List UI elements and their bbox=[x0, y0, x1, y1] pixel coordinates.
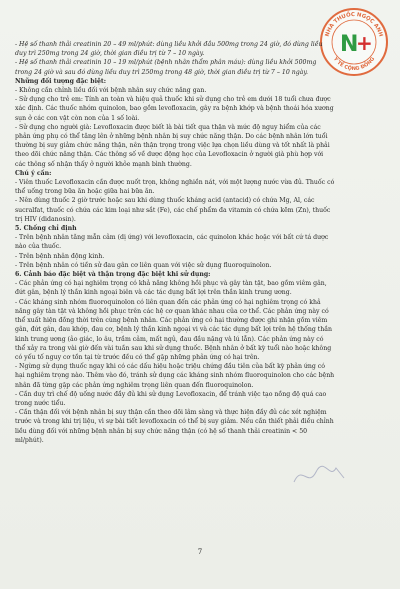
warning-item: - Cần duy trì chế độ uống nước đầy đủ khi sử dụng Levofloxacin, để tránh việc tạo nồng độ quá cao trong nước tiểu. bbox=[15, 390, 327, 407]
svg-text:NHÀ THUỐC NGỌC ANH: NHÀ THUỐC NGỌC ANH bbox=[324, 11, 384, 38]
svg-text:Y TẾ CỘNG ĐỒNG: Y TẾ CỘNG ĐỒNG bbox=[331, 56, 377, 73]
section-5-heading: 5. Chống chỉ định bbox=[15, 225, 77, 233]
special-populations-heading: Những đối tượng đặc biệt: bbox=[15, 77, 107, 85]
special-item: - Sử dụng cho người già: Levofloxacin được biết là bài tiết qua thận và mức độ nguy hiểm của các phản ứng phụ có thể tăng lên ở những bệnh nhân bị suy chức năng thận. Do các bệnh nhân lớn tuổi thường bị suy giảm chức năng thận, nên thận trọng trong việc lựa chọn liều dùng và tốt nhất là phải theo dõi chức năng thận. Các thông số về dược động học của Levofloxacin ở người già phù hợp với các thông số nhận thấy ở người khỏe mạnh bình thường. bbox=[15, 123, 330, 168]
contraindication-item: - Trên bệnh nhân tăng mẫn cảm (dị ứng) với levofloxacin, các quinolon khác hoặc với bất cứ tá dược nào của thuốc. bbox=[15, 234, 329, 251]
warning-item: - Ngừng sử dụng thuốc ngay khi có các dấu hiệu hoặc triệu chứng đầu tiên của bất kỳ phản ứng có hại nghiêm trọng nào. Thêm vào đó, tránh sử dụng các kháng sinh nhóm fluoroquinolon cho các bệnh nhân đã từng gặp các phản ứng nghiêm trọng liên quan đến fluoroquinolon. bbox=[15, 363, 335, 389]
warning-item: - Cần thận đối với bệnh nhân bị suy thận cần theo dõi lâm sàng và thực hiện đầy đủ các xét nghiệm trước và trong khi trị liệu, vì sự bài tiết levofloxacin có thể bị suy giảm. Nếu cần thiết phải điều chỉnh liều dùng đối với những bệnh nhân bị suy chức năng thận (có hệ số thanh thải creatinin < 50 ml/phút). bbox=[15, 409, 334, 444]
leaflet-body bbox=[15, 40, 335, 445]
warning-item: - Các phản ứng có hại nghiêm trọng có khả năng không hồi phục và gây tàn tật, bao gồm viêm gân, đứt gân, bệnh lý thần kinh ngoại biên và các tác dụng bất lợi trên thần kinh trung ương. bbox=[15, 280, 327, 297]
special-item: - Sử dụng cho trẻ em: Tính an toàn và hiệu quả thuốc khi sử dụng cho trẻ em dưới 18 tuổi chưa được xác định. Các thuốc nhóm quinolon, bao gồm levofloxacin, gây ra bệnh khớp và bệnh thoái hóa xương sụn ở các con vật còn non của 1 số loài. bbox=[15, 96, 334, 122]
contraindication-item: - Trên bệnh nhân động kinh. bbox=[15, 252, 105, 260]
handwritten-signature bbox=[290, 460, 350, 490]
special-item: - Không cần chỉnh liều đối với bệnh nhân suy chức năng gan. bbox=[15, 87, 207, 95]
top-dose-line-2: - Hệ số thanh thải creatinin 10 – 19 ml/phút (bệnh nhân thẩm phân máu): dùng liều khởi 500mg trong 24 giờ và sau đó dùng liều duy trì 250mg trong 48 giờ, thời gian điều trị từ 7 – 10 ngày. bbox=[15, 59, 317, 76]
svg-text:N: N bbox=[340, 32, 359, 57]
note-heading: Chú ý cần: bbox=[15, 169, 52, 177]
warning-item: - Các kháng sinh nhóm fluoroquinolon có liên quan đến các phản ứng có hại nghiêm trọng có khả năng gây tàn tật và không hồi phục trên các hệ cơ quan khác nhau của cơ thể. Các phản ứng này có thể xuất hiện đồng thời trên cùng bệnh nhân. Các phản ứng có hại thường được ghi nhận gồm viêm gân, đứt gân, đau khớp, đau cơ, bệnh lý thần kinh ngoại vi và các tác dụng bất lợi trên hệ thống thần kinh trung ương (ảo giác, lo âu, trầm cảm, mất ngủ, đau đầu nặng và lú lẫn). Các phản ứng này có thể xảy ra trong vài giờ đến vài tuần sau khi sử dụng thuốc. Bệnh nhân ở bất kỳ tuổi nào hoặc không có yếu tố nguy cơ tồn tại từ trước đều có thể gặp những phản ứng có hại trên. bbox=[15, 298, 332, 361]
note-item: - Nên dùng thuốc 2 giờ trước hoặc sau khi dùng thuốc kháng acid (antacid) có chứa Mg, Al, các sucralfat, thuốc có chứa các kim loại như sắt (Fe), các chế phẩm đa vitamin có chứa kẽm (Zn), thuốc trị HIV (didanosin). bbox=[15, 197, 331, 223]
svg-text:+: + bbox=[356, 31, 373, 55]
top-dose-line-1: - Hệ số thanh thải creatinin 20 – 49 ml/phút: dùng liều khởi đầu 500mg trong 24 giờ, đó dùng liều duy trì 250mg trong 24 giờ, thời gian điều trị từ 7 – 10 ngày. bbox=[15, 41, 323, 58]
contraindication-item: - Trên bệnh nhân có tiền sử đau gân cơ liên quan với việc sử dụng fluoroquinolon. bbox=[15, 261, 272, 269]
page-number: 7 bbox=[197, 548, 203, 556]
note-item: - Viên thuốc Levofloxacin cần được nuốt trọn, không nghiền nát, với một lượng nước vừa đủ. Thuốc có thể uống trong bữa ăn hoặc giữa hai bữa ăn. bbox=[15, 179, 335, 196]
section-6-heading: 6. Cảnh báo đặc biệt và thận trọng đặc biệt khi sử dụng: bbox=[15, 271, 211, 279]
